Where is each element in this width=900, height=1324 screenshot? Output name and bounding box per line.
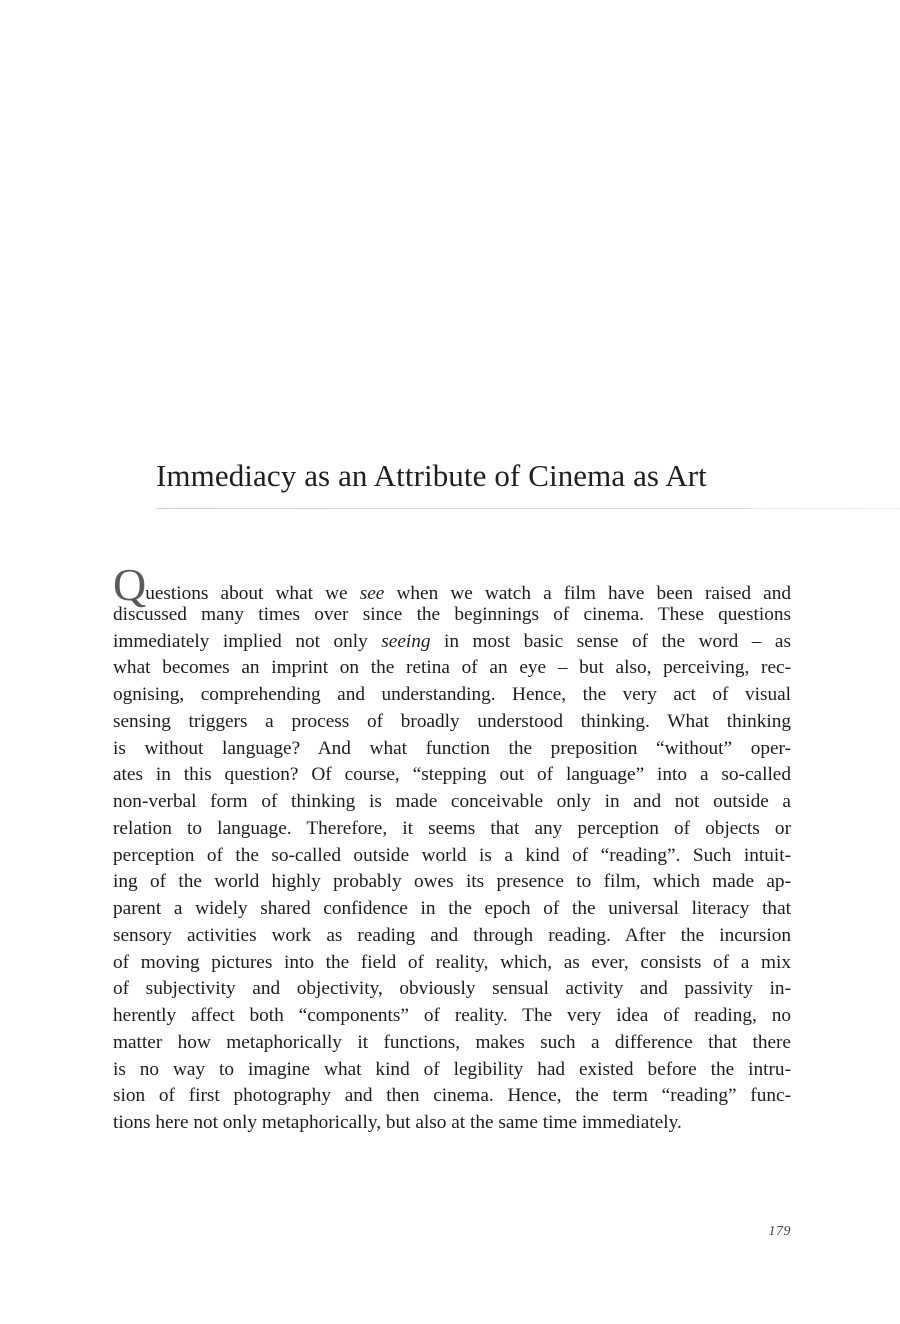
text-segment: relation to language. Therefore, it seems that any perception of objects or bbox=[113, 817, 791, 839]
text-segment: of moving pictures into the field of reality, which, as ever, consists of a mix bbox=[113, 951, 791, 973]
text-segment: tions here not only metaphorically, but also at the same time immediately. bbox=[113, 1112, 682, 1133]
text-segment: ates in this question? Of course, “stepping out of language” into a so-called bbox=[113, 764, 791, 786]
text-segment: sensing triggers a process of broadly understood thinking. What thinking bbox=[113, 710, 791, 732]
text-segment: non-verbal form of thinking is made conceivable only in and not outside a bbox=[113, 791, 791, 812]
body-paragraph bbox=[113, 559, 792, 1137]
emphasized-word: see bbox=[359, 583, 385, 604]
text-line bbox=[113, 789, 791, 816]
text-line bbox=[113, 843, 791, 870]
text-line bbox=[113, 629, 791, 656]
text-segment: sensory activities work as reading and through reading. After the incursion bbox=[113, 924, 791, 946]
text-line bbox=[113, 869, 791, 896]
text-line bbox=[113, 1083, 791, 1110]
text-line bbox=[113, 762, 791, 789]
text-segment: of subjectivity and objectivity, obviously sensual activity and passivity in- bbox=[113, 978, 791, 1000]
text-line bbox=[113, 655, 791, 682]
title-underline bbox=[156, 508, 900, 509]
text-line bbox=[113, 1110, 791, 1137]
emphasized-word: seeing bbox=[381, 630, 431, 652]
drop-cap: Q bbox=[113, 559, 147, 610]
text-segment: discussed many times over since the beginnings of cinema. These questions bbox=[113, 603, 791, 625]
text-segment: ognising, comprehending and understanding. Hence, the very act of visual bbox=[113, 684, 791, 705]
text-segment: uestions about what we bbox=[145, 583, 360, 604]
text-segment: is no way to imagine what kind of legibility had existed before the intru- bbox=[113, 1058, 791, 1080]
chapter-title: Immediacy as an Attribute of Cinema as Art bbox=[156, 458, 707, 493]
text-line bbox=[113, 559, 792, 610]
text-segment: when we watch a film have been raised and bbox=[384, 583, 792, 604]
text-segment: what becomes an imprint on the retina of an eye – but also, perceiving, rec- bbox=[113, 657, 791, 679]
text-line bbox=[113, 923, 791, 950]
text-line bbox=[113, 736, 791, 763]
text-line bbox=[113, 1057, 791, 1084]
text-line bbox=[113, 709, 791, 736]
text-segment: is without language? And what function the preposition “without” oper- bbox=[113, 737, 791, 759]
text-segment: sion of first photography and then cinema. Hence, the term “reading” func- bbox=[113, 1085, 791, 1107]
text-line bbox=[113, 602, 791, 629]
text-segment: ing of the world highly probably owes its presence to film, which made ap- bbox=[113, 871, 791, 893]
text-segment: herently affect both “components” of reality. The very idea of reading, no bbox=[113, 1005, 791, 1026]
text-line bbox=[113, 950, 791, 977]
text-line bbox=[113, 896, 791, 923]
text-line bbox=[113, 1003, 791, 1030]
text-segment: perception of the so-called outside world is a kind of “reading”. Such intuit- bbox=[113, 844, 791, 866]
text-line bbox=[113, 816, 791, 843]
text-line bbox=[113, 682, 791, 709]
page-number: 179 bbox=[768, 1224, 791, 1239]
text-line bbox=[113, 976, 791, 1003]
text-segment: matter how metaphorically it functions, makes such a difference that there bbox=[113, 1031, 791, 1053]
text-line bbox=[113, 1030, 791, 1057]
text-segment: in most basic sense of the word – as bbox=[430, 630, 791, 652]
text-segment: immediately implied not only bbox=[113, 630, 382, 652]
text-segment: parent a widely shared confidence in the epoch of the universal literacy that bbox=[113, 898, 791, 919]
